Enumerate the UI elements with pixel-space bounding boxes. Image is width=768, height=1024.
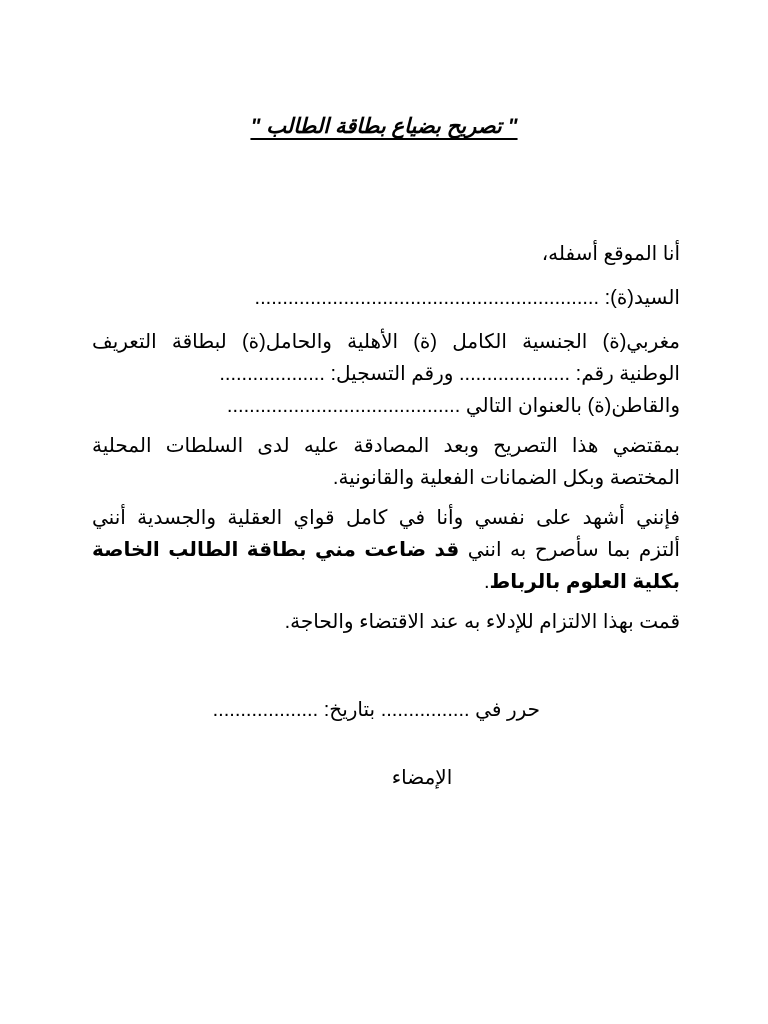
signature-label: الإمضاء (391, 767, 453, 789)
testimony-line-3 (92, 566, 680, 598)
testimony-bold-text: قد ضاعت مني بطاقة الطالب الخاصة (92, 539, 460, 561)
declaration-line-1: بمقتضي هذا التصريح وبعد المصادقة عليه لدى السلطات المحلية (92, 435, 680, 457)
address-blank: .......................................... (226, 395, 461, 417)
faculty-bold-text: بكلية العلوم بالرباط (489, 571, 680, 593)
document-title: " تصريح بضياع بطاقة الطالب " (250, 115, 518, 138)
registration-blank: ................... (219, 363, 325, 385)
id-blank: .................... (458, 363, 571, 385)
address-label: والقاطن(ة) بالعنوان التالي (465, 395, 680, 417)
date-blank: ................... (212, 699, 319, 721)
document-body (92, 238, 680, 638)
registration-label: ورقم التسجيل: (330, 363, 454, 385)
name-line (92, 282, 680, 314)
date-label: بتاريخ: (323, 699, 376, 721)
testimony-text: ألتزم بما سأصرح به انني (467, 539, 680, 561)
name-label: السيد(ة): (604, 287, 680, 309)
address-line (92, 390, 680, 422)
id-line (92, 358, 680, 390)
commitment-line: قمت بهذا الالتزام للإدلاء به عند الاقتضاء والحاجة. (284, 611, 680, 633)
testimony-line-2 (92, 534, 680, 566)
nationality-line: مغربي(ة) الجنسية الكامل (ة) الأهلية والحامل(ة) لبطاقة التعريف (92, 331, 680, 353)
name-blank: .............................................................. (254, 287, 600, 309)
place-date-line (92, 694, 540, 726)
place-blank: ................ (380, 699, 470, 721)
place-label: حرر في (475, 699, 540, 721)
testimony-period: . (483, 571, 490, 593)
testimony-line-1: فإنني أشهد على نفسي وأنا في كامل قواي العقلية والجسدية أنني (92, 507, 680, 529)
declaration-line-2: المختصة وبكل الضمانات الفعلية والقانونية. (332, 467, 680, 489)
id-label: الوطنية رقم: (575, 363, 680, 385)
intro-line: أنا الموقع أسفله، (541, 243, 680, 265)
